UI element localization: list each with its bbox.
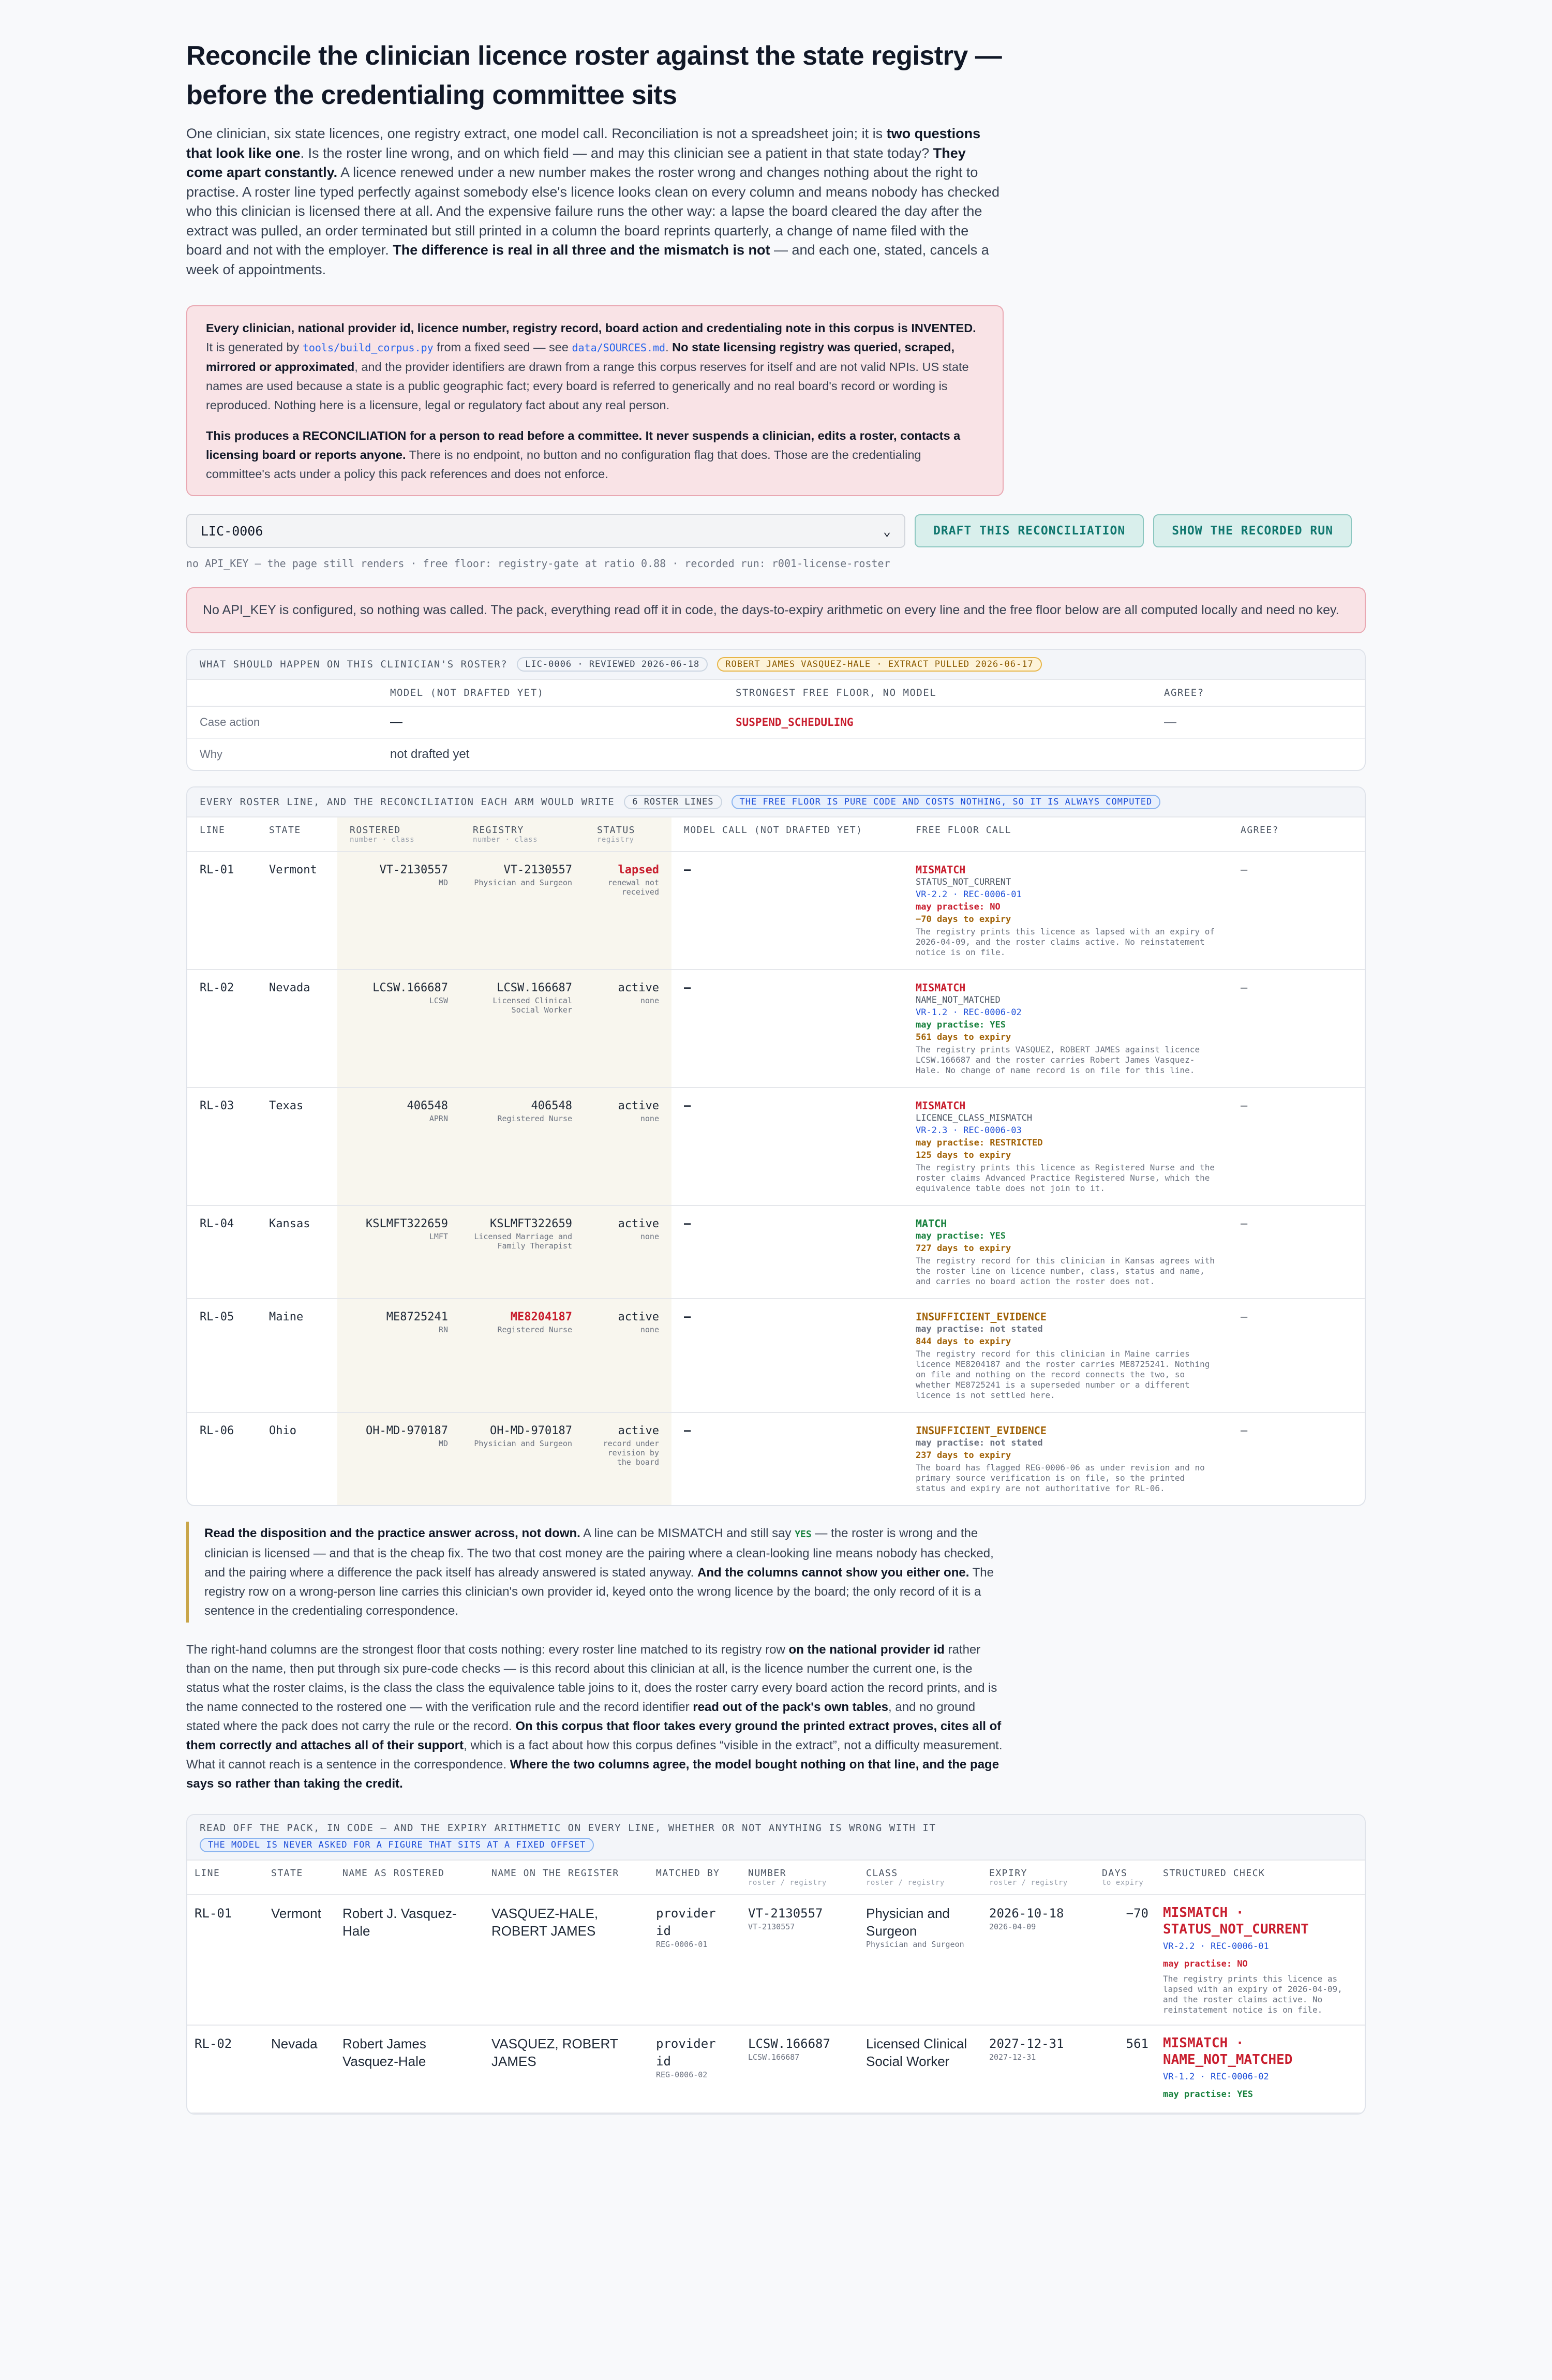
pack-card bbox=[186, 1814, 1366, 2115]
col-structured-check: STRUCTURED CHECK bbox=[1156, 1861, 1365, 1895]
col-class: CLASS roster / registry bbox=[859, 1861, 982, 1895]
model-call: — bbox=[671, 970, 903, 1088]
line-id: RL-01 bbox=[187, 1895, 264, 2025]
rule-reference: VR-2.2 · REC-0006-01 bbox=[916, 889, 1022, 900]
page bbox=[186, 0, 1552, 2115]
rostered-class: MD bbox=[438, 1439, 448, 1448]
registry-cell bbox=[460, 1412, 585, 1505]
agree-value: — bbox=[1228, 1299, 1365, 1412]
status-value: active bbox=[618, 1424, 659, 1437]
matched-method: provider id bbox=[656, 1906, 716, 1938]
roster-count-pill: 6 ROSTER LINES bbox=[624, 795, 722, 809]
class-cell bbox=[859, 2025, 982, 2113]
model-call: — bbox=[671, 852, 903, 970]
registry-number: KSLMFT322659 bbox=[490, 1217, 572, 1230]
notice-paragraph-scope bbox=[206, 426, 984, 484]
matched-by bbox=[649, 1895, 741, 2025]
text-run: There is no endpoint, no button and no configuration flag that does. Those are the credentialing committee's acts under a policy this pack references and does not enforce. bbox=[206, 448, 921, 481]
floor-value: SUSPEND_SCHEDULING bbox=[723, 706, 1152, 738]
roster-card bbox=[186, 786, 1366, 1506]
summary-col-floor: STRONGEST FREE FLOOR, NO MODEL bbox=[723, 680, 1152, 706]
status-cell bbox=[585, 1088, 671, 1206]
line-id: RL-03 bbox=[187, 1088, 257, 1206]
summary-col-agree: AGREE? bbox=[1152, 680, 1365, 706]
rule-reference: VR-1.2 · REC-0006-02 bbox=[916, 1007, 1022, 1018]
text-run: rather than on the name, then put through six pure-code checks — is this record about this clinician at all, is the licence number the current one, is the status what the roster claims, is the class the class the equivalence table joins to it, does the roster carry every board action the record prints, and is the name connected to the rostered one — with the verification rule and the record identifier bbox=[186, 1643, 997, 1714]
col-matched-by: MATCHED BY bbox=[649, 1861, 741, 1895]
text-run: The right-hand columns are the strongest floor that costs nothing: every roster line matched to its registry row bbox=[186, 1643, 789, 1657]
case-select-value: LIC-0006 bbox=[201, 523, 263, 539]
roster-heading: EVERY ROSTER LINE, AND THE RECONCILIATION EACH ARM WOULD WRITE bbox=[200, 796, 615, 808]
line-id: RL-01 bbox=[187, 852, 257, 970]
text-run: A licence renewed under a new number makes the roster wrong and changes nothing about the right to practise. A roster line typed perfectly against somebody else's licence looks clean on every column and means nobody has checked who this clinician is licensed there at all. And the expensive failure runs the other way: a lapse the board cleared the day after the extract was pulled, an order terminated but still printed in a column the board reprints quarterly, a change of name filed with the board and not with the employer. bbox=[186, 165, 1000, 258]
free-floor-call bbox=[903, 852, 1228, 970]
draft-reconciliation-button[interactable]: DRAFT THIS RECONCILIATION bbox=[915, 514, 1144, 547]
name-register: VASQUEZ, ROBERT JAMES bbox=[484, 2025, 649, 2113]
col-agree: AGREE? bbox=[1228, 817, 1365, 852]
name-register: VASQUEZ-HALE, ROBERT JAMES bbox=[484, 1895, 649, 2025]
structured-check bbox=[1156, 1895, 1365, 2025]
status-cell bbox=[585, 1299, 671, 1412]
chevron-down-icon: ⌄ bbox=[883, 523, 891, 539]
roster-row bbox=[187, 1299, 1365, 1412]
agree-value: — bbox=[1152, 706, 1365, 738]
rostered-number: OH-MD-970187 bbox=[366, 1424, 448, 1437]
rostered-cell bbox=[337, 970, 460, 1088]
text-run: tools/build_corpus.py bbox=[302, 341, 434, 354]
rostered-class: LMFT bbox=[429, 1232, 448, 1241]
col-registry: REGISTRY number · class bbox=[460, 817, 585, 852]
text-run: The registry row on a wrong-person line carries this clinician's own provider id, keyed onto the wrong licence by the board; the only record of it is a sentence in the credentialing correspondence. bbox=[204, 1566, 994, 1618]
roster-class: Physician and Surgeon bbox=[866, 1906, 950, 1939]
disposition: MATCH bbox=[916, 1217, 947, 1230]
rostered-cell bbox=[337, 1299, 460, 1412]
reason-code: NAME_NOT_MATCHED bbox=[916, 995, 1001, 1005]
status-value: lapsed bbox=[618, 864, 659, 876]
text-run: YES bbox=[795, 1529, 812, 1540]
status-value: active bbox=[618, 981, 659, 994]
disposition: INSUFFICIENT_EVIDENCE bbox=[916, 1311, 1047, 1323]
text-run: . Is the roster line wrong, and on which field — and may this clinician see a patient in that state today? bbox=[300, 145, 933, 161]
agree-value bbox=[1152, 738, 1365, 770]
agree-value: — bbox=[1228, 852, 1365, 970]
col-name-rostered: NAME AS ROSTERED bbox=[335, 1861, 484, 1895]
agree-value: — bbox=[1228, 970, 1365, 1088]
text-run: One clinician, six state licences, one registry extract, one model call. Reconciliation is not a spreadsheet join; it is bbox=[186, 126, 887, 141]
text-run: data/SOURCES.md bbox=[572, 341, 666, 354]
disposition: MISMATCH bbox=[916, 981, 966, 994]
free-floor-call bbox=[903, 1206, 1228, 1299]
roster-row bbox=[187, 1088, 1365, 1206]
days-to-expiry: 561 bbox=[1095, 2025, 1156, 2113]
rostered-class: APRN bbox=[429, 1114, 448, 1123]
rostered-class: LCSW bbox=[429, 996, 448, 1005]
status-value: active bbox=[618, 1311, 659, 1323]
rostered-cell bbox=[337, 1206, 460, 1299]
text-run: It is generated by bbox=[206, 340, 303, 354]
registry-cell bbox=[460, 1299, 585, 1412]
disposition: MISMATCH bbox=[916, 864, 966, 876]
text-run: . bbox=[665, 340, 673, 354]
text-run: A line can be MISMATCH and still say bbox=[580, 1526, 795, 1540]
registry-cell bbox=[460, 1088, 585, 1206]
roster-expiry: 2026-10-18 bbox=[989, 1906, 1064, 1921]
registry-number: LCSW.166687 bbox=[748, 2052, 800, 2062]
registry-number: ME8204187 bbox=[510, 1311, 572, 1323]
check-note: The registry prints this licence as lapsed with an expiry of 2026-04-09, and the roster claims active. No reinstatement notice is on file. bbox=[1163, 1974, 1342, 2015]
rule-reference: VR-2.2 · REC-0006-01 bbox=[1163, 1941, 1269, 1952]
floor-note: The registry prints this licence as Registered Nurse and the roster claims Advanced Practice Registered Nurse, which the equivalence table does not join to it. bbox=[916, 1163, 1215, 1193]
registry-number: LCSW.166687 bbox=[497, 981, 572, 994]
registry-class: Registered Nurse bbox=[497, 1114, 572, 1123]
registry-cell bbox=[460, 1206, 585, 1299]
col-days: DAYS to expiry bbox=[1095, 1861, 1156, 1895]
pack-table bbox=[187, 1861, 1365, 2114]
col-expiry: EXPIRY roster / registry bbox=[982, 1861, 1095, 1895]
registry-class: Registered Nurse bbox=[497, 1325, 572, 1334]
case-review-pill: LIC-0006 · REVIEWED 2026-06-18 bbox=[517, 657, 708, 672]
model-value: — bbox=[378, 706, 723, 738]
status-note: renewal not received bbox=[607, 878, 659, 897]
status-cell bbox=[585, 1206, 671, 1299]
summary-heading: WHAT SHOULD HAPPEN ON THIS CLINICIAN'S ROSTER? bbox=[200, 659, 508, 670]
col-model-call: MODEL CALL (NOT DRAFTED YET) bbox=[671, 817, 903, 852]
free-floor-explanation bbox=[186, 1640, 1004, 1793]
roster-expiry: 2027-12-31 bbox=[989, 2036, 1064, 2051]
free-floor-pill: THE FREE FLOOR IS PURE CODE AND COSTS NOTHING, SO IT IS ALWAYS COMPUTED bbox=[732, 795, 1161, 809]
roster-row bbox=[187, 1412, 1365, 1505]
registry-cell bbox=[460, 970, 585, 1088]
text-run: Where the two columns agree, the model bought nothing on that line, and the page says so rather than taking the credit. bbox=[186, 1758, 999, 1791]
line-id: RL-02 bbox=[187, 970, 257, 1088]
state-name: Vermont bbox=[257, 852, 337, 970]
registry-class: Physician and Surgeon bbox=[474, 1439, 572, 1448]
agree-value: — bbox=[1241, 1424, 1248, 1437]
status-note: none bbox=[640, 1232, 659, 1241]
fixed-offset-pill: THE MODEL IS NEVER ASKED FOR A FIGURE THAT SITS AT A FIXED OFFSET bbox=[200, 1838, 594, 1852]
registry-record: REG-0006-02 bbox=[656, 2070, 708, 2079]
structured-check bbox=[1156, 2025, 1365, 2113]
line-id: RL-06 bbox=[200, 1424, 234, 1437]
status-cell bbox=[585, 852, 671, 970]
status-note: record under revision by the board bbox=[603, 1439, 659, 1467]
days-to-expiry: 237 days to expiry bbox=[916, 1450, 1011, 1461]
case-select[interactable] bbox=[186, 514, 905, 548]
days-to-expiry: 844 days to expiry bbox=[916, 1336, 1011, 1347]
text-run: Read the disposition and the practice answer across, not down. bbox=[204, 1526, 580, 1540]
show-recorded-run-button[interactable]: SHOW THE RECORDED RUN bbox=[1153, 514, 1352, 547]
text-run: read out of the pack's own tables bbox=[693, 1700, 889, 1714]
pack-row bbox=[187, 2025, 1365, 2113]
reading-guidance-quote bbox=[186, 1522, 1011, 1623]
free-floor-call bbox=[903, 1088, 1228, 1206]
may-practise: may practise: YES bbox=[916, 1231, 1006, 1241]
text-run: Every clinician, national provider id, licence number, registry record, board action and credentialing note in this corpus is INVENTED. bbox=[206, 321, 976, 335]
rostered-number: LCSW.166687 bbox=[372, 981, 448, 994]
check-result: MISMATCH · STATUS_NOT_CURRENT bbox=[1163, 1905, 1309, 1937]
text-run: They come apart constantly. bbox=[186, 145, 966, 180]
clinician-pill: ROBERT JAMES VASQUEZ-HALE · EXTRACT PULLED 2026-06-17 bbox=[717, 657, 1041, 672]
may-practise: may practise: NO bbox=[916, 902, 1001, 912]
col-state: STATE bbox=[257, 817, 337, 852]
name-rostered: Robert J. Vasquez-Hale bbox=[335, 1895, 484, 2025]
pack-row bbox=[187, 1895, 1365, 2025]
roster-row bbox=[187, 970, 1365, 1088]
state-name: Ohio bbox=[269, 1424, 296, 1437]
status-note: none bbox=[640, 1325, 659, 1334]
rostered-number: KSLMFT322659 bbox=[366, 1217, 448, 1230]
col-number: NUMBER roster / registry bbox=[741, 1861, 859, 1895]
free-floor-call bbox=[903, 970, 1228, 1088]
controls-row bbox=[186, 514, 1366, 548]
text-run: , which is a fact about how this corpus defines “visible in the extract”, not a difficulty measurement. What it cannot reach is a sentence in the correspondence. bbox=[186, 1738, 1003, 1772]
col-line: LINE bbox=[187, 1861, 264, 1895]
no-api-key-alert: No API_KEY is configured, so nothing was called. The pack, everything read off it in code, the days-to-expiry arithmetic on every line and the free floor below are all computed locally and need no key. bbox=[186, 587, 1366, 633]
roster-row bbox=[187, 1206, 1365, 1299]
status-value: active bbox=[618, 1217, 659, 1230]
registry-class: Physician and Surgeon bbox=[866, 1940, 964, 1949]
state-name: Kansas bbox=[257, 1206, 337, 1299]
summary-table bbox=[187, 680, 1365, 770]
summary-col-label bbox=[187, 680, 378, 706]
status-cell bbox=[585, 970, 671, 1088]
text-run: — the roster is wrong and the clinician is licensed — and that is the cheap fix. The two that cost money are the pairing where a clean-looking line means nobody has checked, and the pairing where a difference the pack itself has already answered is stated anyway. bbox=[204, 1526, 994, 1580]
days-to-expiry: 125 days to expiry bbox=[916, 1150, 1011, 1161]
agree-value: — bbox=[1228, 1088, 1365, 1206]
rostered-number: ME8725241 bbox=[386, 1311, 448, 1323]
col-status: STATUS registry bbox=[585, 817, 671, 852]
disposition: MISMATCH bbox=[916, 1099, 966, 1112]
state-name: Nevada bbox=[257, 970, 337, 1088]
state-name: Nevada bbox=[264, 2025, 335, 2113]
days-to-expiry: 561 days to expiry bbox=[916, 1032, 1011, 1043]
notice-paragraph-corpus bbox=[206, 319, 984, 415]
model-call: — bbox=[671, 1206, 903, 1299]
registry-class: Licensed Clinical Social Worker bbox=[493, 996, 572, 1015]
text-run: from a fixed seed — see bbox=[433, 340, 572, 354]
text-run: The difference is real in all three and the mismatch is not bbox=[393, 242, 770, 258]
registry-number: OH-MD-970187 bbox=[490, 1424, 572, 1437]
summary-card bbox=[186, 649, 1366, 771]
status-value: active bbox=[618, 1099, 659, 1112]
model-call: — bbox=[684, 1424, 691, 1437]
class-cell bbox=[859, 1895, 982, 2025]
registry-class: Physician and Surgeon bbox=[474, 878, 572, 887]
days-to-expiry: 727 days to expiry bbox=[916, 1243, 1011, 1254]
floor-value bbox=[723, 738, 1152, 770]
intro-paragraph bbox=[186, 124, 1004, 279]
col-state: STATE bbox=[264, 1861, 335, 1895]
invented-data-notice bbox=[186, 305, 1004, 496]
registry-number: 406548 bbox=[531, 1099, 572, 1112]
text-run: , and no ground stated where the pack does not carry the rule or the record. bbox=[186, 1700, 976, 1733]
col-line: LINE bbox=[187, 817, 257, 852]
registry-number: VT-2130557 bbox=[503, 864, 572, 876]
rostered-cell bbox=[337, 1412, 460, 1505]
may-practise: may practise: YES bbox=[916, 1020, 1006, 1030]
agree-value: — bbox=[1228, 1206, 1365, 1299]
text-run: And the columns cannot show you either one. bbox=[697, 1566, 969, 1580]
registry-expiry: 2026-04-09 bbox=[989, 1922, 1036, 1931]
page-title: Reconcile the clinician licence roster against the state registry — before the credentialing committee sits bbox=[186, 41, 1002, 110]
may-practise: may practise: NO bbox=[1163, 1959, 1248, 1969]
text-run: This produces a RECONCILIATION for a person to read before a committee. It never suspends a clinician, edits a roster, contacts a licensing board or reports anyone. bbox=[206, 429, 961, 462]
rostered-number: VT-2130557 bbox=[379, 864, 448, 876]
check-result: MISMATCH · NAME_NOT_MATCHED bbox=[1163, 2035, 1293, 2067]
may-practise: may practise: not stated bbox=[916, 1438, 1043, 1448]
floor-note: The registry prints VASQUEZ, ROBERT JAMES against licence LCSW.166687 and the roster carries Robert James Vasquez-Hale. No change of name record is on file for this line. bbox=[916, 1045, 1200, 1075]
line-id: RL-04 bbox=[187, 1206, 257, 1299]
line-id: RL-05 bbox=[187, 1299, 257, 1412]
may-practise: may practise: RESTRICTED bbox=[916, 1138, 1043, 1148]
may-practise: may practise: not stated bbox=[916, 1324, 1043, 1334]
rostered-cell bbox=[337, 852, 460, 970]
col-free-floor: FREE FLOOR CALL bbox=[903, 817, 1228, 852]
roster-number: VT-2130557 bbox=[748, 1906, 823, 1921]
registry-cell bbox=[460, 852, 585, 970]
reason-code: STATUS_NOT_CURRENT bbox=[916, 877, 1011, 887]
floor-note: The registry record for this clinician in Maine carries licence ME8204187 and the roster carries ME8725241. Nothing on file and nothing on the record connects the two, so whether ME8725241 is a superseded number or a different licence is not settled here. bbox=[916, 1349, 1210, 1400]
registry-expiry: 2027-12-31 bbox=[989, 2052, 1036, 2062]
model-call: — bbox=[671, 1088, 903, 1206]
registry-number: VT-2130557 bbox=[748, 1922, 795, 1931]
col-name-register: NAME ON THE REGISTER bbox=[484, 1861, 649, 1895]
model-call: — bbox=[671, 1299, 903, 1412]
rostered-number: 406548 bbox=[407, 1099, 448, 1112]
model-value: not drafted yet bbox=[390, 747, 470, 761]
days-to-expiry: −70 bbox=[1095, 1895, 1156, 2025]
reason-code: LICENCE_CLASS_MISMATCH bbox=[916, 1113, 1033, 1123]
status-cell bbox=[585, 1412, 671, 1505]
pack-heading: READ OFF THE PACK, IN CODE — AND THE EXPIRY ARITHMETIC ON EVERY LINE, WHETHER OR NOT ANYTHING IS WRONG WITH IT bbox=[200, 1822, 936, 1834]
expiry-cell bbox=[982, 2025, 1095, 2113]
row-label: Why bbox=[200, 748, 222, 761]
row-label: Case action bbox=[187, 706, 378, 738]
run-meta: no API_KEY — the page still renders · free floor: registry-gate at ratio 0.88 · recorded run: r001-license-roster bbox=[186, 557, 890, 570]
rule-reference: VR-1.2 · REC-0006-02 bbox=[1163, 2072, 1269, 2082]
text-run: two questions that look like one bbox=[186, 126, 981, 161]
number-cell bbox=[741, 2025, 859, 2113]
disposition: INSUFFICIENT_EVIDENCE bbox=[916, 1424, 1047, 1437]
number-cell bbox=[741, 1895, 859, 2025]
free-floor-call bbox=[903, 1412, 1228, 1505]
text-run: — and each one, stated, cancels a week of appointments. bbox=[186, 242, 989, 277]
registry-record: REG-0006-01 bbox=[656, 1940, 708, 1949]
floor-note: The registry prints this licence as lapsed with an expiry of 2026-04-09, and the roster claims active. No reinstatement notice is on file. bbox=[916, 927, 1215, 957]
roster-number: LCSW.166687 bbox=[748, 2036, 830, 2051]
floor-note: The board has flagged REG-0006-06 as under revision and no primary source verification is on file, so the printed status and expiry are not authoritative for RL-06. bbox=[916, 1463, 1205, 1493]
days-to-expiry: −70 days to expiry bbox=[916, 914, 1011, 925]
text-run: on the national provider id bbox=[788, 1643, 945, 1657]
roster-row bbox=[187, 852, 1365, 970]
rostered-class: RN bbox=[438, 1325, 448, 1334]
rostered-class: MD bbox=[438, 878, 448, 887]
free-floor-call bbox=[903, 1299, 1228, 1412]
registry-class: Licensed Marriage and Family Therapist bbox=[474, 1232, 572, 1251]
roster-class: Licensed Clinical Social Worker bbox=[866, 2036, 967, 2069]
status-note: none bbox=[640, 996, 659, 1005]
state-name: Texas bbox=[257, 1088, 337, 1206]
rostered-cell bbox=[337, 1088, 460, 1206]
text-run: On this corpus that floor takes every ground the printed extract proves, cites all of them correctly and attaches all of their support bbox=[186, 1719, 1002, 1752]
name-rostered: Robert James Vasquez-Hale bbox=[335, 2025, 484, 2113]
matched-by bbox=[649, 2025, 741, 2113]
expiry-cell bbox=[982, 1895, 1095, 2025]
floor-note: The registry record for this clinician in Kansas agrees with the roster line on licence number, class, status and name, and carries no board action the roster does not. bbox=[916, 1256, 1215, 1286]
state-name: Vermont bbox=[264, 1895, 335, 2025]
text-run: No state licensing registry was queried, scraped, mirrored or approximated bbox=[206, 340, 955, 374]
state-name: Maine bbox=[257, 1299, 337, 1412]
col-rostered: ROSTERED number · class bbox=[337, 817, 460, 852]
line-id: RL-02 bbox=[187, 2025, 264, 2113]
summary-row-case-action bbox=[187, 706, 1365, 738]
text-run: , and the provider identifiers are drawn from a range this corpus reserves for itself and are not valid NPIs. US state names are used because a state is a public geographic fact; every board is referred to generically and no real board's record or wording is reproduced. Nothing here is a licensure, legal or regulatory fact about any real person. bbox=[206, 360, 969, 412]
matched-method: provider id bbox=[656, 2036, 716, 2069]
roster-table bbox=[187, 817, 1365, 1505]
status-note: none bbox=[640, 1114, 659, 1123]
rule-reference: VR-2.3 · REC-0006-03 bbox=[916, 1125, 1022, 1136]
summary-row-why bbox=[187, 738, 1365, 770]
may-practise: may practise: YES bbox=[1163, 2089, 1253, 2100]
summary-col-model: MODEL (NOT DRAFTED YET) bbox=[378, 680, 723, 706]
